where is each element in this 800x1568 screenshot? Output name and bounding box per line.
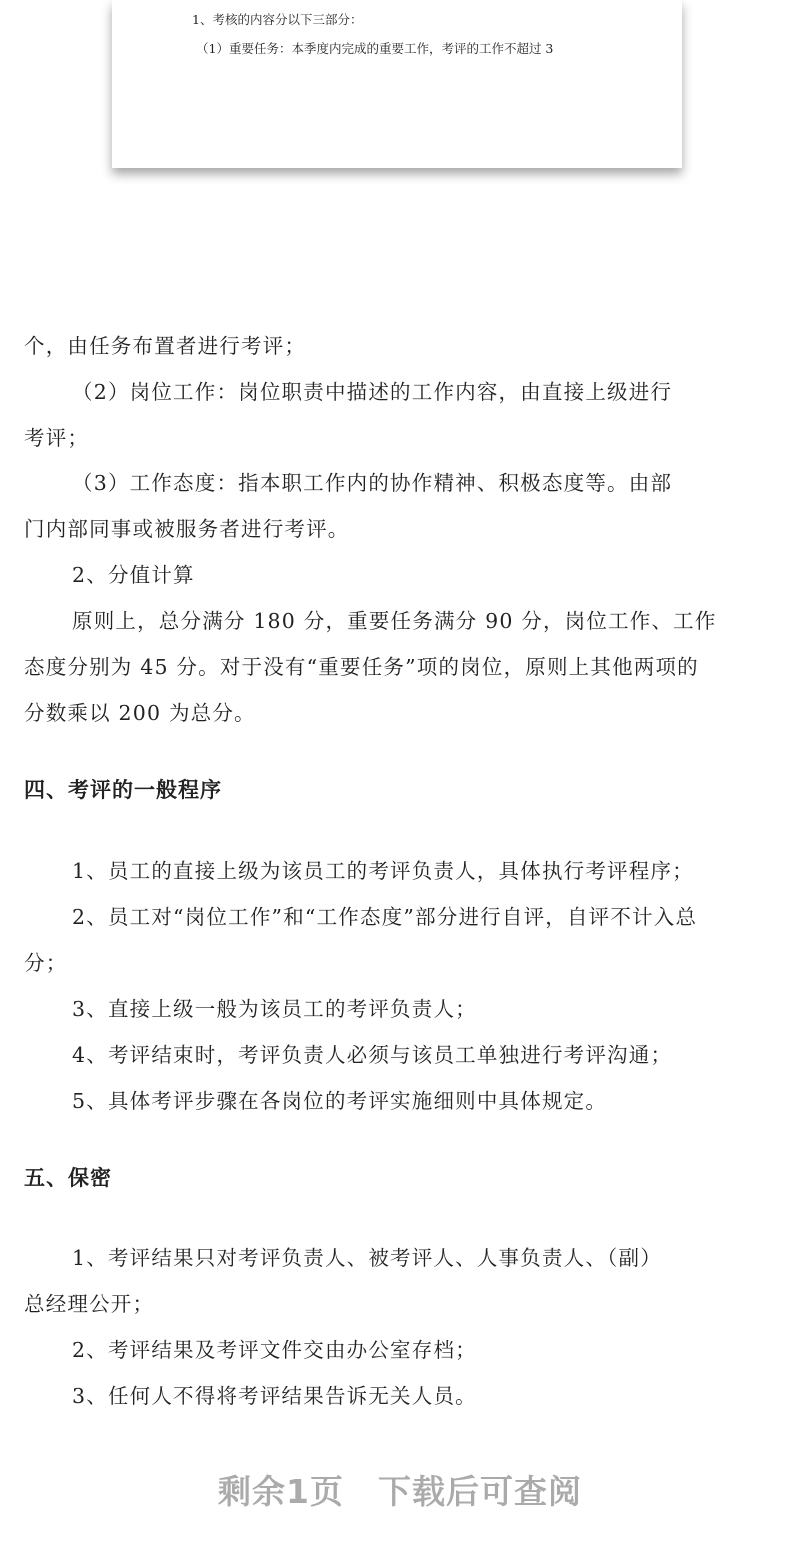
list-item: 分； — [24, 951, 68, 975]
list-item: 总经理公开； — [24, 1292, 155, 1316]
section-heading: 四、考评的一般程序 — [24, 778, 222, 802]
paragraph-line: 分数乘以 200 为总分。 — [24, 701, 256, 725]
list-item: 2、考评结果及考评文件交由办公室存档； — [72, 1338, 477, 1362]
list-item: 5、具体考评步骤在各岗位的考评实施细则中具体规定。 — [72, 1089, 608, 1113]
paragraph-line: 门内部同事或被服务者进行考评。 — [24, 517, 350, 541]
subheading: 2、分值计算 — [72, 563, 195, 587]
paragraph-line: （3）工作态度：指本职工作内的协作精神、积极态度等。由部 — [72, 471, 673, 495]
preview-line: 1、考核的内容分以下三部分： — [192, 12, 363, 27]
list-item: 1、考评结果只对考评负责人、被考评人、人事负责人、（副） — [72, 1246, 662, 1270]
paragraph-line: 考评； — [24, 426, 90, 450]
list-item: 4、考评结束时，考评负责人必须与该员工单独进行考评沟通； — [72, 1043, 673, 1067]
remaining-pages-notice[interactable]: 剩余1页 下载后可查阅 — [218, 1472, 582, 1511]
list-item: 1、员工的直接上级为该员工的考评负责人，具体执行考评程序； — [72, 859, 694, 883]
paragraph-line: 个，由任务布置者进行考评； — [24, 334, 307, 358]
list-item: 2、员工对“岗位工作”和“工作态度”部分进行自评，自评不计入总 — [72, 905, 698, 929]
paragraph-line: 态度分别为 45 分。对于没有“重要任务”项的岗位，原则上其他两项的 — [24, 655, 699, 679]
paragraph-line: （2）岗位工作：岗位职责中描述的工作内容，由直接上级进行 — [72, 380, 673, 404]
section-heading: 五、保密 — [24, 1166, 112, 1190]
page-preview-card — [112, 0, 682, 168]
preview-line: （1）重要任务：本季度内完成的重要工作，考评的工作不超过 3 — [196, 41, 554, 56]
list-item: 3、直接上级一般为该员工的考评负责人； — [72, 997, 477, 1021]
list-item: 3、任何人不得将考评结果告诉无关人员。 — [72, 1384, 477, 1408]
paragraph-line: 原则上，总分满分 180 分，重要任务满分 90 分，岗位工作、工作 — [72, 609, 717, 633]
